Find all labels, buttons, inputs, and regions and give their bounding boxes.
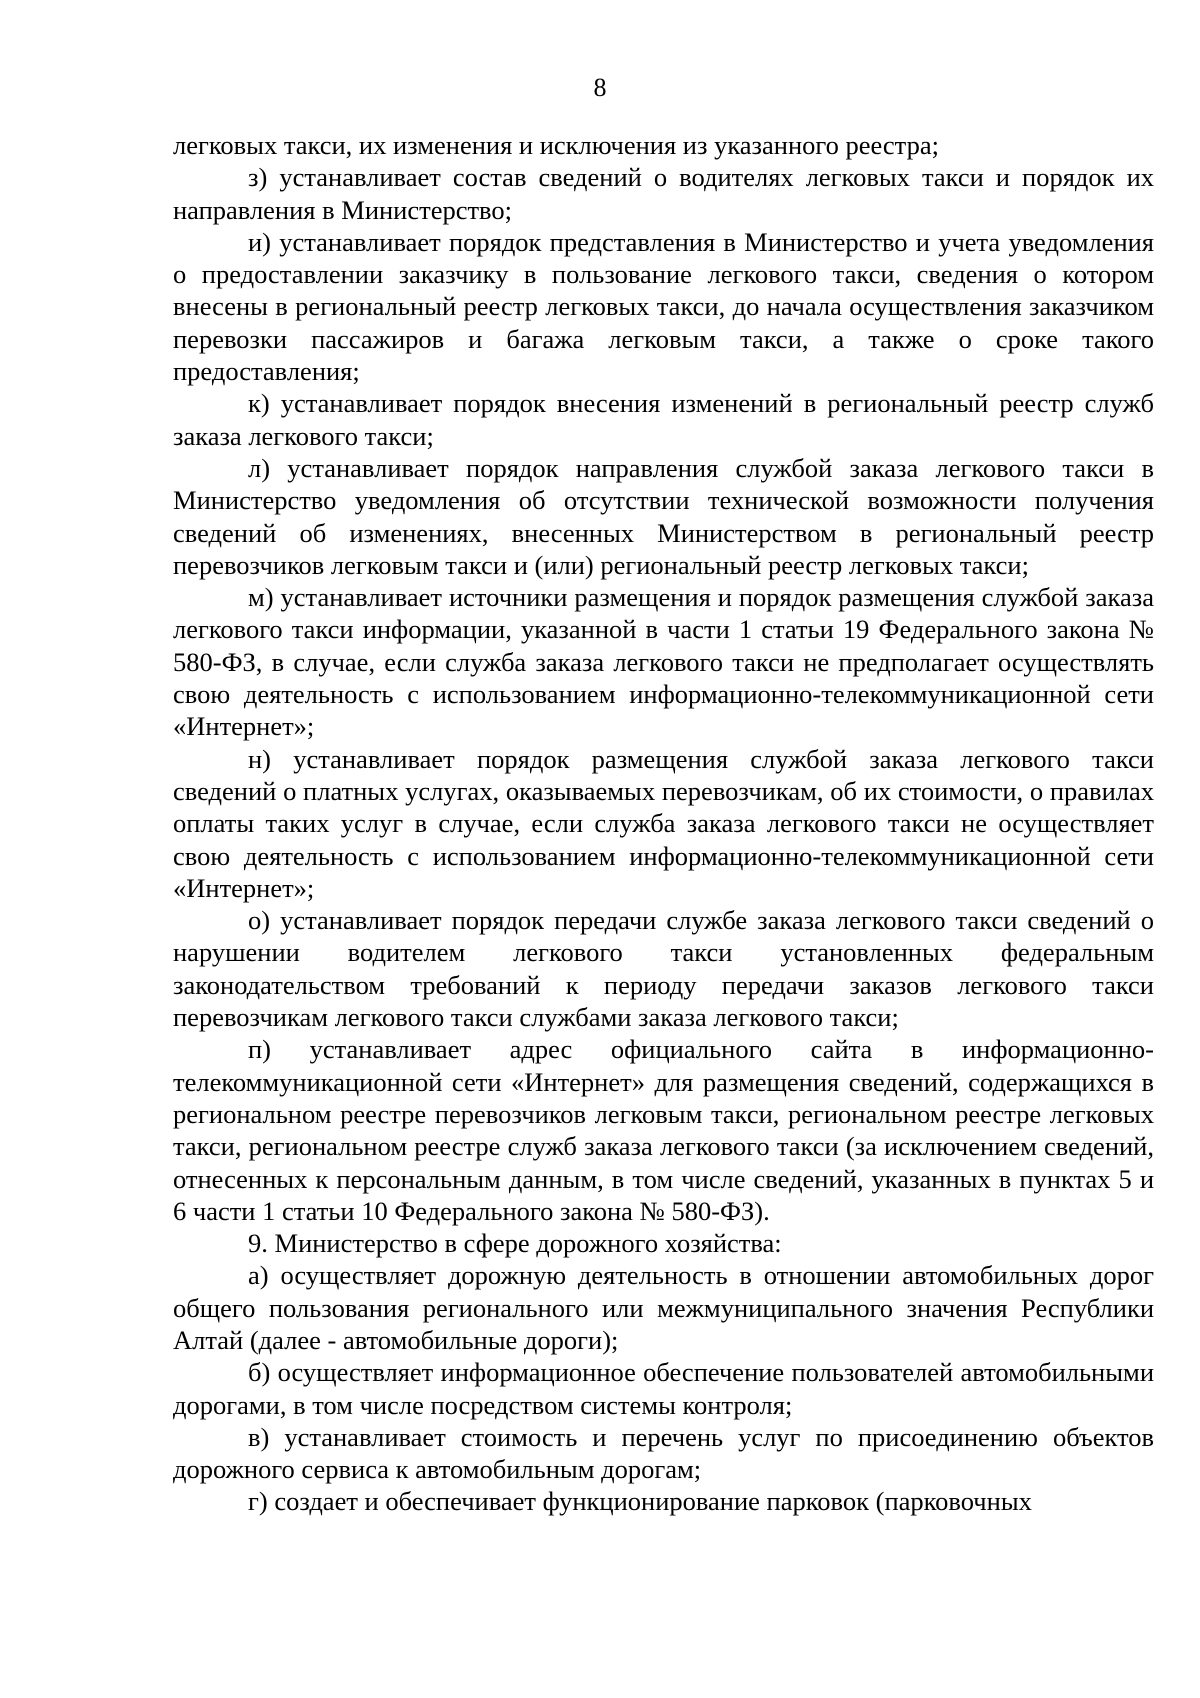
document-body (173, 129, 1154, 1518)
paragraph-item-m: м) устанавливает источники размещения и порядок размещения службой заказа легкового такси информации, указанной в части 1 статьи 19 Федерального закона № 580-ФЗ, в случае, если служба заказа легкового такси не предполагает осуществлять свою деятельность с использованием информационно-телекоммуникационной сети «Интернет»; (173, 582, 1154, 742)
paragraph-item-o: о) устанавливает порядок передачи службе заказа легкового такси сведений о нарушении водителем легкового такси установленных федеральным законодательством требований к периоду передачи заказов легкового такси перевозчикам легкового такси службами заказа легкового такси; (173, 905, 1154, 1033)
paragraph-item-k: к) устанавливает порядок внесения изменений в региональный реестр служб заказа легкового такси; (173, 388, 1154, 451)
paragraph-item-a: а) осуществляет дорожную деятельность в отношении автомобильных дорог общего пользования регионального или межмуниципального значения Республики Алтай (далее - автомобильные дороги); (173, 1260, 1154, 1355)
paragraph-item-n: н) устанавливает порядок размещения службой заказа легкового такси сведений о платных услугах, оказываемых перевозчикам, об их стоимости, о правилах оплаты таких услуг в случае, если служба заказа легкового такси не осуществляет свою деятельность с использованием информационно-телекоммуникационной сети «Интернет»; (173, 743, 1154, 903)
paragraph-item-i: и) устанавливает порядок представления в Министерство и учета уведомления о предоставлении заказчику в пользование легкового такси, сведения о котором внесены в региональный реестр легковых такси, до начала осуществления заказчиком перевозки пассажиров и багажа легковым такси, а также о сроке такого предоставления; (173, 226, 1154, 387)
paragraph-item-b: б) осуществляет информационное обеспечение пользователей автомобильными дорогами, в том числе посредством системы контроля; (173, 1357, 1154, 1420)
paragraph-item-v: в) устанавливает стоимость и перечень услуг по присоединению объектов дорожного сервиса к автомобильным дорогам; (173, 1421, 1154, 1485)
paragraph-continuation: легковых такси, их изменения и исключения из указанного реестра; (173, 130, 939, 160)
paragraph-item-g: г) создает и обеспечивает функционирование парковок (парковочных (248, 1486, 1032, 1517)
paragraph-item-l: л) устанавливает порядок направления службой заказа легкового такси в Министерство уведомления об отсутствии технической возможности получения сведений об изменениях, внесенных Министерством в региональный реестр перевозчиков легковым такси и (или) региональный реестр легковых такси; (173, 452, 1154, 580)
paragraph-item-z: з) устанавливает состав сведений о водителях легковых такси и порядок их направления в Министерство; (173, 162, 1154, 225)
paragraph-item-p: п) устанавливает адрес официального сайта в информационно-телекоммуникационной сети «Интернет» для размещения сведений, содержащихся в региональном реестре перевозчиков легковым такси, региональном реестре легковых такси, региональном реестре служб заказа легкового такси (за исключением сведений, отнесенных к персональным данным, в том числе сведений, указанных в пунктах 5 и 6 части 1 статьи 10 Федерального закона № 580-ФЗ). (173, 1034, 1154, 1226)
section-heading-9: 9. Министерство в сфере дорожного хозяйства: (248, 1228, 782, 1259)
page-number: 8 (593, 73, 607, 102)
